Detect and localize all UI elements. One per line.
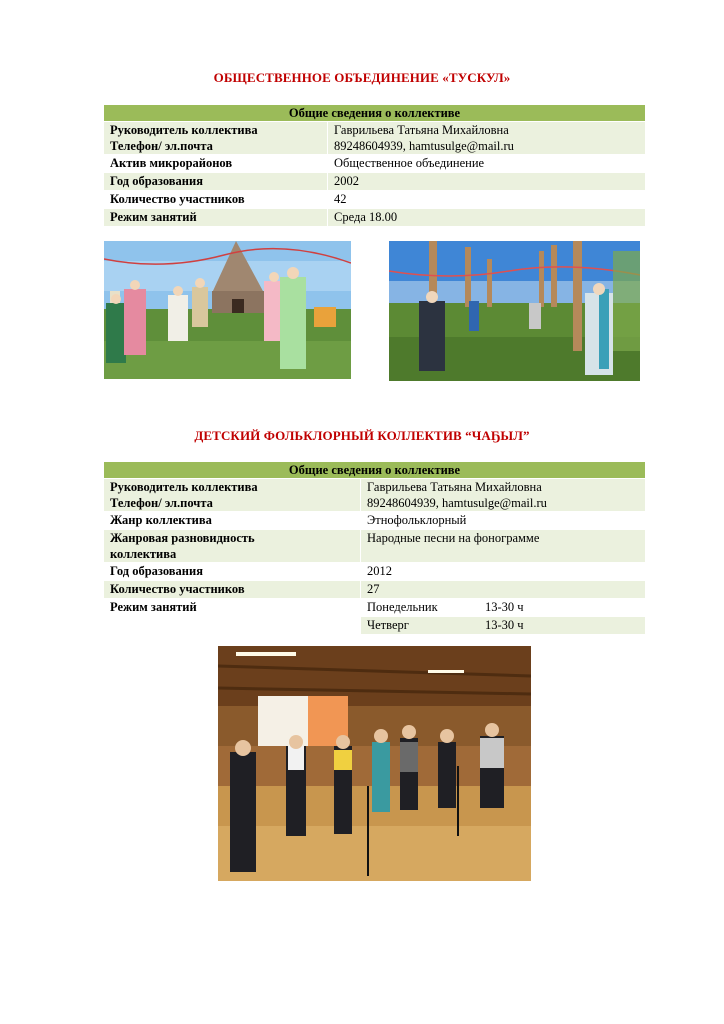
- row-label: Количество участников: [104, 191, 328, 209]
- row-value: 42: [328, 191, 646, 209]
- table-row: [104, 512, 646, 530]
- row-value: 2012: [361, 563, 646, 581]
- row-label: Режим занятий: [104, 599, 361, 635]
- row-value: 27: [361, 581, 646, 599]
- row-label: Телефон/ эл.почта: [110, 139, 213, 153]
- row-label: Руководитель коллектива: [110, 480, 258, 494]
- row-label: коллектива: [110, 547, 177, 561]
- row-label: Телефон/ эл.почта: [110, 496, 213, 510]
- row-value: Этнофольклорный: [361, 512, 646, 530]
- row-value: Народные песни на фонограмме: [361, 530, 646, 563]
- table-row: [104, 209, 646, 227]
- row-label: Жанр коллектива: [104, 512, 361, 530]
- section1-title: ОБЩЕСТВЕННОЕ ОБЪЕДИНЕНИЕ «ТУСКУЛ»: [213, 70, 511, 85]
- row-label: Режим занятий: [104, 209, 328, 227]
- section2-title: ДЕТСКИЙ ФОЛЬКЛОРНЫЙ КОЛЛЕКТИВ “ЧАҔЫЛ”: [194, 428, 530, 443]
- schedule-day: Четверг: [367, 618, 409, 632]
- table-row: [104, 479, 646, 512]
- table-row: [104, 563, 646, 581]
- row-label: Год образования: [104, 173, 328, 191]
- table-row: [104, 599, 646, 617]
- row-value: Гаврильева Татьяна Михайловна: [334, 123, 509, 137]
- table-row: [104, 530, 646, 563]
- table-row: [104, 173, 646, 191]
- children-choir-photo: [218, 646, 531, 881]
- row-value: Среда 18.00: [328, 209, 646, 227]
- section2-info-table: [103, 461, 646, 635]
- ritual-photo-right: [389, 241, 640, 381]
- schedule-day: Понедельник: [367, 600, 438, 614]
- festival-photo-left: [104, 241, 351, 379]
- schedule-time: 13-30 ч: [485, 618, 524, 632]
- row-label: Количество участников: [104, 581, 361, 599]
- row-value: Общественное объединение: [328, 155, 646, 173]
- row-label: Жанровая разновидность: [110, 531, 255, 545]
- table-header: Общие сведения о коллективе: [104, 105, 646, 122]
- table-header: Общие сведения о коллективе: [104, 462, 646, 479]
- table-row: [104, 122, 646, 155]
- row-label: Год образования: [104, 563, 361, 581]
- row-value: 89248604939, hamtusulge@mail.ru: [334, 139, 514, 153]
- table-row: [104, 191, 646, 209]
- table-row: [104, 155, 646, 173]
- row-value: 2002: [328, 173, 646, 191]
- row-value: Гаврильева Татьяна Михайловна: [367, 480, 542, 494]
- schedule-time: 13-30 ч: [485, 600, 524, 614]
- table-row: [104, 581, 646, 599]
- section1-info-table: [103, 104, 646, 227]
- row-label: Актив микрорайонов: [104, 155, 328, 173]
- row-label: Руководитель коллектива: [110, 123, 258, 137]
- row-value: 89248604939, hamtusulge@mail.ru: [367, 496, 547, 510]
